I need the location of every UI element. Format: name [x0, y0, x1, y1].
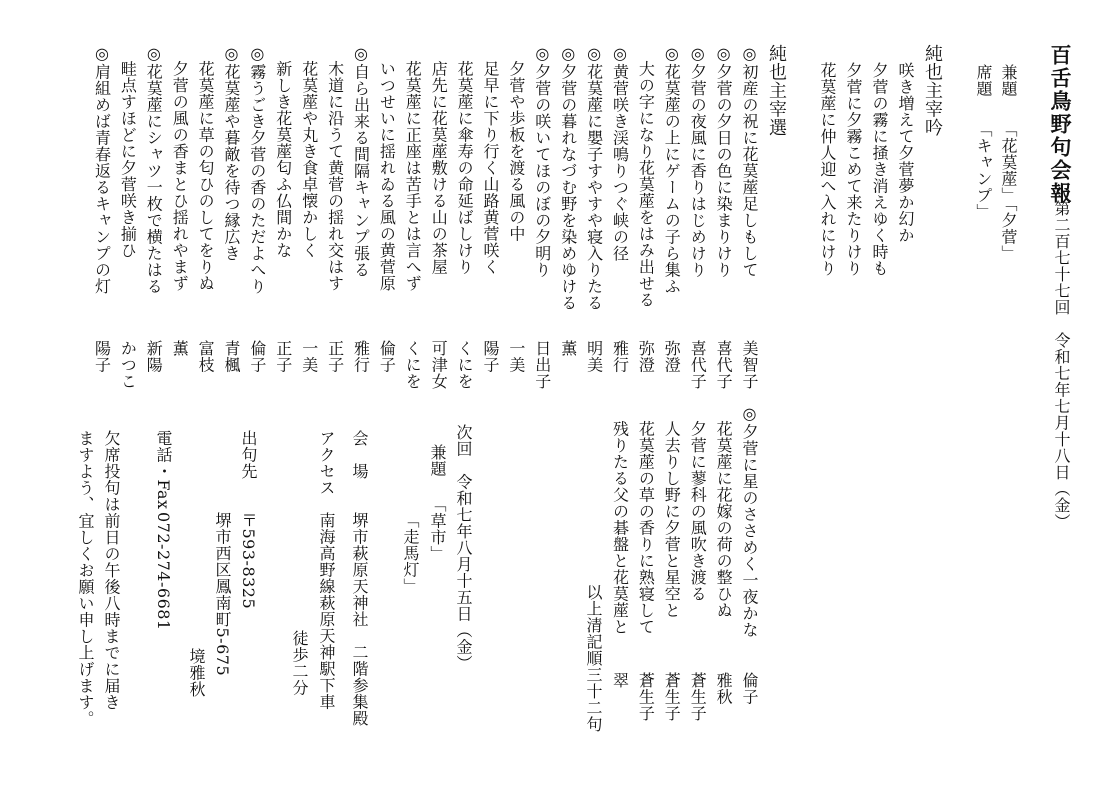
selected-poem-author: 陽子	[481, 340, 500, 373]
selected-poem-author: 弥澄	[636, 340, 656, 373]
selected-poem-author: 雅行	[610, 340, 630, 373]
selected-poem-text: ◎初産の祝に花茣蓙足しもして	[740, 44, 759, 278]
selected-poem-text: ◎肩組めば青春返るキャンプの灯	[92, 44, 112, 295]
selected-poem-text: 花茣蓙に花嫁の荷の整ひぬ	[714, 404, 734, 619]
selected-poem-text: 夕菅や歩板を渡る風の中	[506, 44, 526, 242]
selected-poem-author: 蒼生子	[636, 672, 656, 722]
selected-poem-author: 弥澄	[662, 340, 682, 373]
selected-poem-text: ◎花茣蓙の上にゲームの子ら集ふ	[662, 44, 682, 295]
selected-poem-text: 店先に花茣蓙敷ける山の茶屋	[429, 44, 449, 275]
selected-poem-text: 新しき花茣蓙匂ふ仏間かな	[273, 44, 293, 259]
selected-poem-text: 木道に沿うて黄菅の揺れ交はす	[325, 44, 345, 292]
postal-code: 〒593-8325	[239, 512, 258, 610]
shusai-sen-heading: 純也主宰選	[766, 44, 787, 137]
theme-value: 「花茣蓙」「夕菅」	[999, 121, 1018, 262]
selected-poem-text: 人去りし野に夕菅と星空と	[662, 404, 682, 619]
selected-poem-author: くにを	[455, 340, 475, 390]
selected-poem-text: 花茣蓙の草の香りに熟寝して	[636, 404, 656, 635]
selected-poem-text: ◎黄菅咲き渓鳴りつぐ峡の径	[610, 44, 630, 262]
selected-poem-text: 夕菅に蓼科の風吹き渡る	[688, 404, 708, 602]
theme-row-sekidai	[975, 64, 991, 220]
shusai-gin-poem: 夕菅に夕霧こめて来たりけり	[844, 62, 863, 277]
phone-value: 072-274-6681	[154, 512, 173, 631]
selected-poem-author: かつこ	[118, 340, 138, 390]
absence-note: 欠席投句は前日の午後八時までに届き	[102, 430, 121, 711]
selected-poem-author: 日出子	[532, 340, 552, 390]
access-value: 南海高野線萩原天神駅下車	[317, 512, 336, 710]
selected-poem-text: 大の字になり花茣蓙をはみ出せる	[636, 44, 656, 308]
selected-poem-text: ◎自ら出来る間隔キャンプ張る	[351, 44, 371, 278]
next-theme-value: 「草市」	[428, 496, 447, 562]
selected-poem-author: くにを	[403, 340, 423, 390]
selected-poem-author: 倫子	[247, 340, 267, 373]
access-walk: 徒歩二分	[290, 630, 309, 696]
selected-poem-author: 倫子	[740, 672, 759, 705]
shusai-gin-poem: 夕菅の霧に掻き消えゆく時も	[870, 62, 889, 277]
selected-poem-author: 雅秋	[714, 672, 734, 705]
phone-label: 電話・Fax	[154, 430, 173, 510]
selected-poem-author: 倫子	[377, 340, 397, 373]
venue-label: 会 場	[350, 430, 369, 480]
newsletter-title: 百舌鳥野句会報	[1048, 44, 1073, 205]
next-theme-value: 「走馬灯」	[401, 512, 420, 595]
selected-poem-text: ◎夕菅の暮れなづむ野を染めゆける	[558, 44, 578, 311]
selected-poem-text: ◎夕菅の咲いてほのぼの夕明り	[532, 44, 552, 278]
selected-poem-text: ◎霧うごき夕菅の香のただよへり	[247, 44, 267, 295]
selected-poem-text: ◎夕菅の夜風に香りはじめけり	[688, 44, 708, 278]
theme-label: 兼題	[999, 64, 1018, 97]
selected-poem-author: 翠	[610, 672, 630, 689]
selected-poem-text: 花茣蓙に正座は苦手とは言へず	[403, 44, 423, 292]
shusai-gin-poem: 花茣蓙に仲人迎へ入れにけり	[818, 62, 837, 277]
selected-poem-text: 花茣蓙に草の匂ひのしてをりぬ	[196, 44, 216, 292]
theme-value: 「キャンプ」	[974, 121, 993, 220]
submission-address: 堺市西区鳳南町5-675	[213, 512, 232, 677]
selected-poem-text: ◎夕菅の夕日の色に染まりけり	[714, 44, 734, 278]
selected-poem-text: 花茣蓙や丸き食卓懐かしく	[299, 44, 319, 259]
selected-poem-author: 蒼生子	[662, 672, 682, 722]
selected-poem-author: 薫	[558, 340, 578, 357]
selected-poem-author: 正子	[273, 340, 293, 373]
submission-recipient: 境雅秋	[187, 648, 206, 698]
selected-poem-text: ◎花茣蓙に嬰子すやすや寝入りたる	[584, 44, 604, 311]
selected-poem-author: 喜代子	[714, 340, 734, 390]
selected-poem-author: 一美	[299, 340, 319, 373]
selected-poem-author: 正子	[325, 340, 345, 373]
selected-poem-text: ◎夕菅に星のささめく一夜かな	[740, 404, 759, 638]
selected-poem-author: 可津女	[429, 340, 449, 390]
selected-poem-text: 夕菅の風の香まとひ揺れやまず	[170, 44, 190, 292]
selected-poem-author: 一美	[506, 340, 526, 373]
next-theme-label: 兼題	[428, 444, 447, 477]
selected-poem-text: 花茣蓙に傘寿の命延ばしけり	[455, 44, 475, 275]
theme-label: 席題	[974, 64, 993, 97]
selected-poem-text: 畦点すほどに夕菅咲き揃ひ	[118, 44, 138, 259]
shusai-gin-heading: 純也主宰吟	[922, 44, 943, 137]
selected-poem-author: 青楓	[222, 340, 241, 373]
selected-poem-author: 薫	[170, 340, 190, 357]
selected-poem-text: ◎花茣蓙にシャツ一枚で横たはる	[144, 44, 164, 295]
theme-row-kendai	[1000, 64, 1016, 262]
selected-poem-author: 喜代子	[688, 340, 708, 390]
selected-poem-author: 美智子	[740, 340, 759, 390]
issue-number-date: 第二百七十七回 令和七年七月十八日（金）	[1052, 200, 1071, 530]
selected-poem-author: 陽子	[92, 340, 112, 373]
selection-count: 以上清記順三十二句	[584, 584, 603, 733]
absence-note: ますよう、宜しくお願い申し上げます。	[76, 430, 95, 727]
selected-poem-text: ◎花茣蓙や暮敵を待つ縁広き	[222, 44, 241, 262]
selected-poem-text: 足早に下り行く山路黄菅咲く	[481, 44, 500, 275]
selected-poem-author: 雅行	[351, 340, 371, 373]
selected-poem-text: 残りたる父の碁盤と花茣蓙と	[610, 404, 630, 635]
selected-poem-text: いつせいに揺れゐる風の黄菅原	[377, 44, 397, 292]
venue-value: 堺市萩原天神社 二階参集殿	[350, 512, 369, 727]
selected-poem-author: 明美	[584, 340, 604, 373]
selected-poem-author: 新陽	[144, 340, 164, 373]
submission-label: 出句先	[239, 430, 258, 480]
shusai-gin-poem: 咲き増えて夕菅夢か幻か	[896, 62, 915, 244]
next-meeting-heading: 次回 令和七年八月十五日（金）	[454, 424, 473, 672]
selected-poem-author: 富枝	[196, 340, 216, 373]
selected-poem-author: 蒼生子	[688, 672, 708, 722]
access-label: アクセス	[317, 430, 336, 496]
